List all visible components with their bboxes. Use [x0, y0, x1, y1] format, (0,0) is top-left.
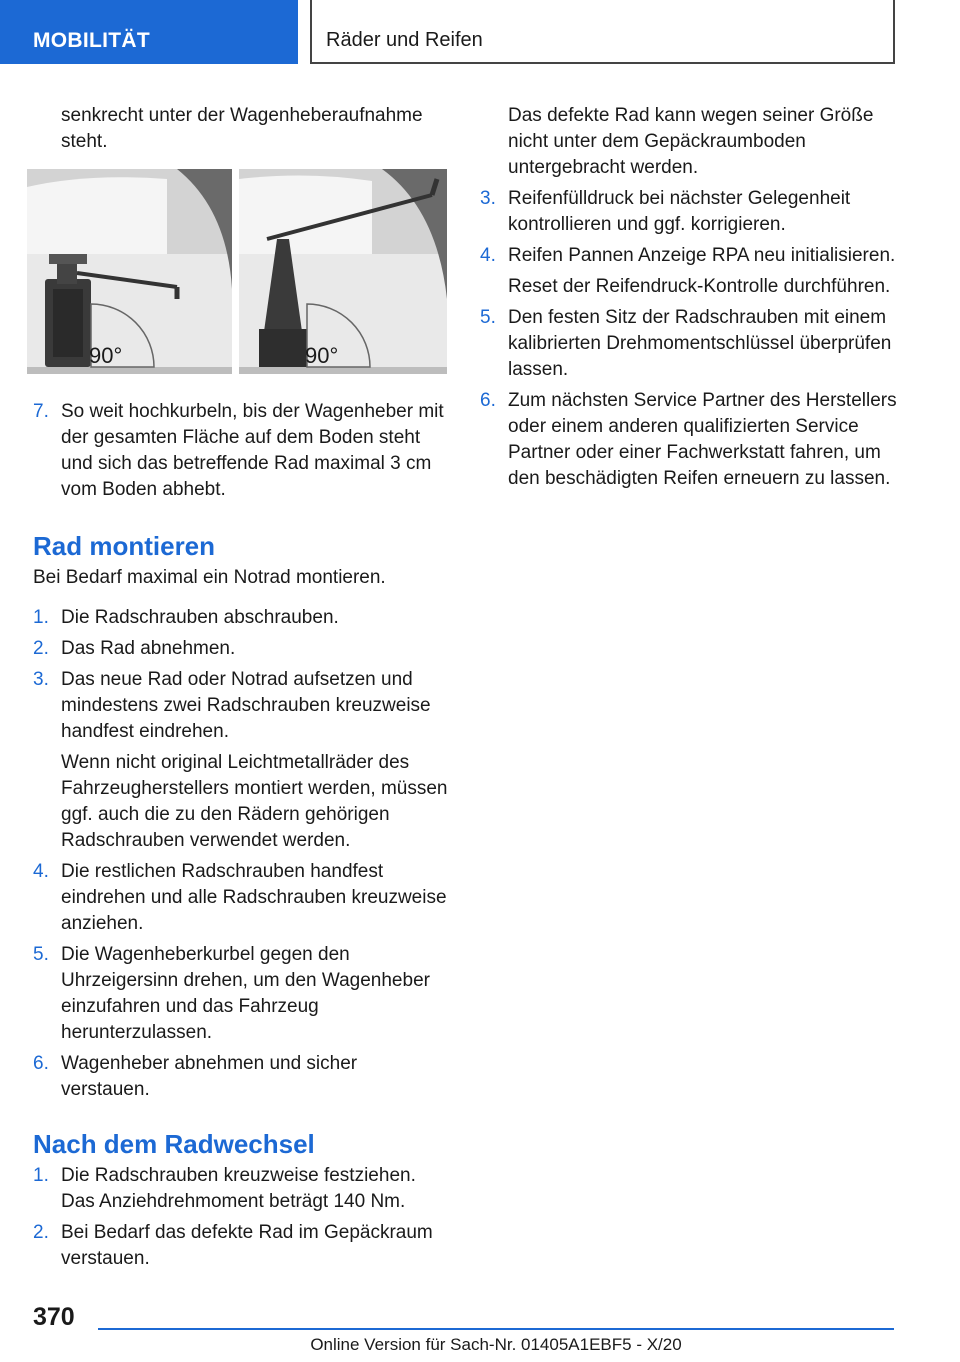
step-number: 6. — [480, 390, 496, 411]
list-item — [33, 636, 451, 662]
step-number: 3. — [33, 669, 49, 690]
step-number: 1. — [33, 1165, 49, 1186]
list-item — [33, 399, 451, 503]
step-number: 6. — [33, 1053, 49, 1074]
step-text: Die Radschrauben kreuzweise festziehen. Das Anziehdrehmoment beträgt 140 Nm. — [61, 1165, 416, 1212]
step-number: 2. — [33, 1222, 49, 1243]
list-item — [33, 1163, 451, 1215]
jack-panel-left — [27, 169, 232, 374]
step-text: Die Wagenheberkurbel gegen den Uhrzeigersinn drehen, um den Wagenheber einzufahren und das Fahrzeug herunterzulassen. — [61, 944, 430, 1043]
list-item — [480, 186, 900, 238]
chapter-title: Räder und Reifen — [310, 0, 895, 64]
jack-panel-right — [239, 169, 447, 374]
step-text: Den festen Sitz der Radschrauben mit einem kalibrierten Drehmomentschlüssel überprüfen lassen. — [508, 307, 892, 380]
step-text: Das neue Rad oder Notrad aufsetzen und mindestens zwei Radschrauben kreuzweise handfest eindrehen. — [61, 669, 431, 742]
step-number: 3. — [480, 188, 496, 209]
section-intro: Bei Bedarf maximal ein Notrad montieren. — [33, 567, 386, 588]
step-text: Bei Bedarf das defekte Rad im Gepäckraum verstauen. — [61, 1222, 433, 1269]
step-number: 2. — [33, 638, 49, 659]
page-number: 370 — [33, 1303, 75, 1331]
step-text: Reifenfülldruck bei nächster Gelegenheit kontrollieren und ggf. korrigieren. — [508, 188, 851, 235]
jack-figure — [27, 169, 451, 379]
step-note: Reset der Reifendruck-Kontrolle durchführen. — [508, 276, 891, 297]
angle-label-left: 90° — [89, 343, 123, 368]
continued-text: senkrecht unter der Wagenheberaufnahme steht. — [61, 105, 423, 152]
right-column — [480, 103, 900, 492]
step-number: 1. — [33, 607, 49, 628]
list-item — [33, 605, 451, 631]
step-text: Das Rad abnehmen. — [61, 638, 236, 659]
list-item — [33, 1051, 451, 1103]
section-heading-rad-montieren: Rad montieren — [33, 531, 216, 561]
list-item — [33, 859, 451, 937]
jack-illustration — [27, 169, 447, 379]
section-tab[interactable]: MOBILITÄT — [0, 0, 298, 64]
list-item — [480, 243, 900, 300]
continued-text: Das defekte Rad kann wegen seiner Größe nicht unter dem Gepäckraumboden untergebracht werden. — [508, 105, 874, 178]
step-text: Die Radschrauben abschrauben. — [61, 607, 339, 628]
step-number: 5. — [480, 307, 496, 328]
step-note: Wenn nicht original Leichtmetallräder des Fahrzeugherstellers montiert werden, müssen ggf. auch die zu den Rädern gehörigen Radschrauben verwendet werden. — [61, 752, 448, 851]
section-heading-nach-dem-radwechsel: Nach dem Radwechsel — [33, 1129, 315, 1159]
list-item — [33, 1220, 451, 1272]
footer-version-text: Online Version für Sach-Nr. 01405A1EBF5 - X/20 — [310, 1335, 682, 1354]
step-text: Die restlichen Radschrauben handfest eindrehen und alle Radschrauben kreuzweise anziehen. — [61, 861, 447, 934]
step-number: 5. — [33, 944, 49, 965]
step-number: 4. — [33, 861, 49, 882]
step-text: Zum nächsten Service Partner des Herstellers oder einem anderen qualifizierten Service Partner oder einer Fachwerkstatt fahren, um den beschädigten Reifen erneuern zu lassen. — [508, 390, 897, 489]
list-item — [33, 942, 451, 1046]
step-number: 4. — [480, 245, 496, 266]
footer-divider — [98, 1328, 894, 1330]
angle-label-right: 90° — [305, 343, 339, 368]
list-item — [480, 305, 900, 383]
list-item — [33, 667, 451, 854]
step-text: Reifen Pannen Anzeige RPA neu initialisieren. — [508, 245, 896, 266]
step-text: So weit hochkurbeln, bis der Wagenheber mit der gesamten Fläche auf dem Boden steht und sich das betreffende Rad maximal 3 cm vom Boden abhebt. — [61, 401, 444, 500]
step-number: 7. — [33, 401, 49, 422]
step-text: Wagenheber abnehmen und sicher verstauen. — [61, 1053, 358, 1100]
left-column — [33, 103, 451, 1272]
list-item — [480, 388, 900, 492]
